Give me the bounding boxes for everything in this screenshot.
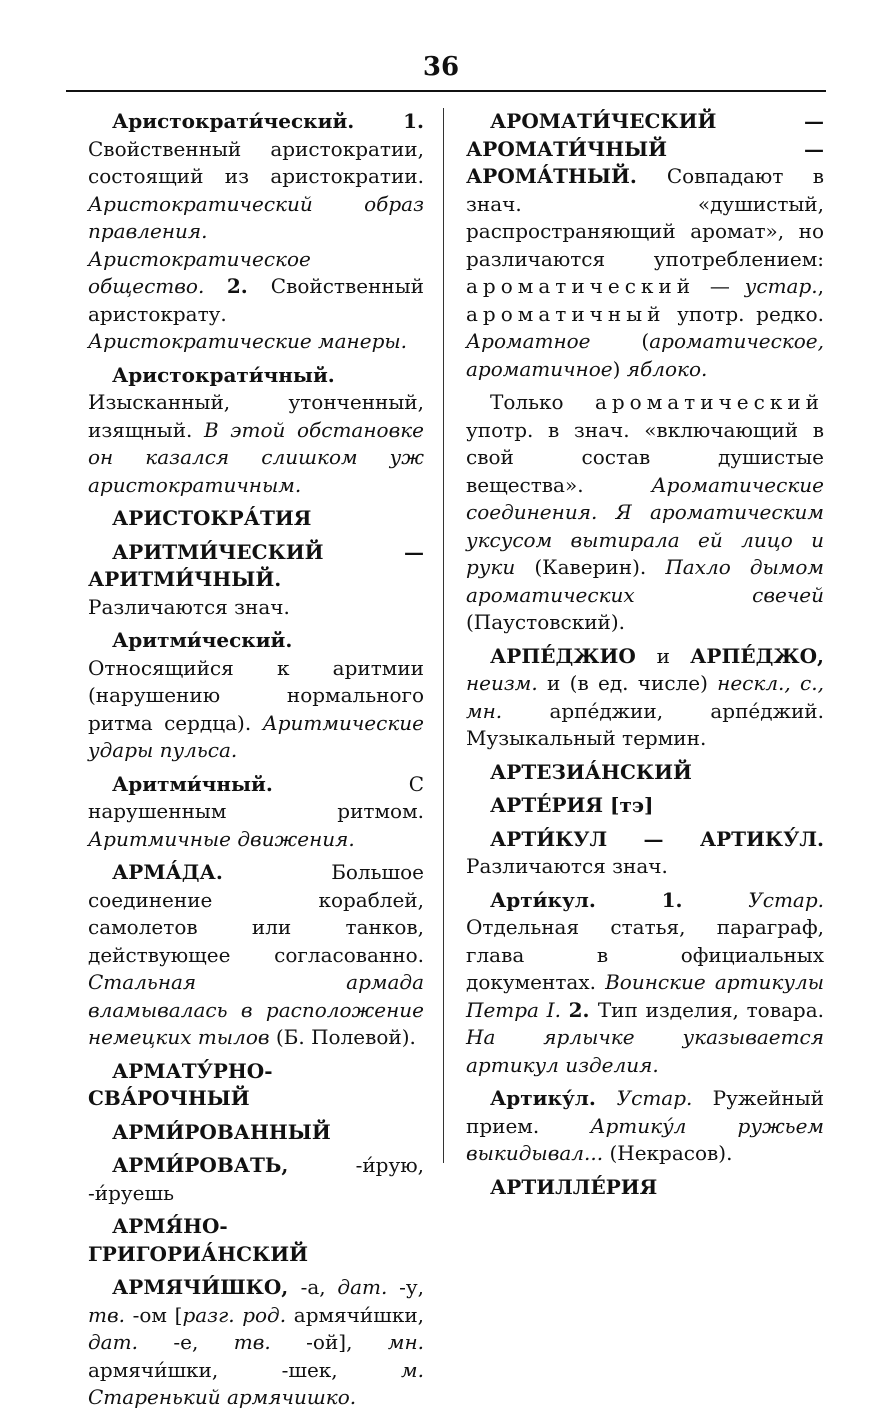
italic-text: тв. (88, 1302, 133, 1327)
italic-text: Стальная армада вламывалась в расположение немецких тылов (88, 970, 424, 1049)
definition-text: арпе́джии, арпе́джий. Музыкальный термин. (466, 698, 824, 750)
definition-text: — (695, 274, 745, 298)
definition-text: (Некрасов). (609, 1141, 733, 1165)
headword: 2. (568, 997, 598, 1022)
headword: Аритми́ческий. (112, 628, 293, 652)
dictionary-entry (88, 505, 424, 533)
headword: АРМАТУ́РНО-СВА́РОЧНЫЙ (88, 1058, 273, 1110)
headword: АРИТМИ́ЧЕСКИЙ — АРИТМИ́ЧНЫЙ. (88, 539, 424, 591)
left-column (88, 108, 424, 1418)
headword: АРОМАТИ́ЧЕСКИЙ — АРОМАТИ́ЧНЫЙ — АРОМА́ТНЫЙ. (466, 109, 824, 188)
italic-text: Аритмичные движения. (88, 826, 355, 851)
definition-text: ( (641, 329, 650, 353)
dictionary-entry (88, 627, 424, 765)
header-rule (66, 90, 826, 92)
dictionary-entry (466, 1085, 824, 1168)
italic-text: В этой обстановке он казался слишком уж аристократичным. (88, 417, 424, 497)
dictionary-entry (88, 1058, 424, 1113)
italic-text: ароматическое, ароматичное (466, 329, 824, 381)
italic-text: разг. род. (182, 1302, 294, 1327)
italic-text: яблоко. (626, 356, 708, 381)
spaced-text: ароматический (594, 390, 824, 414)
headword: АРТИЛЛЕ́РИЯ (490, 1174, 658, 1199)
definition-text: ) (612, 356, 627, 381)
definition-text: Совпадают в знач. «душистый, распространяющий аромат», но различаются употреблением: (466, 164, 824, 271)
italic-text: м. Старенький армячишко. (88, 1357, 424, 1409)
dictionary-entry (88, 539, 424, 622)
italic-text: неизм. (466, 671, 548, 695)
definition-text: Отдельная статья, параграф, глава в официальных документах. (466, 915, 824, 994)
headword: АРТЕЗИА́НСКИЙ (490, 759, 692, 784)
definition-text: и (656, 643, 691, 668)
italic-text: На ярлычке указывается артикул изделия. (466, 1025, 824, 1077)
definition-text: употр. в знач. «включающий в свой состав душистые вещества». (466, 417, 824, 497)
headword: Артику́л. (490, 1086, 617, 1110)
definition-text: Различаются знач. (88, 594, 290, 619)
headword: АРМИ́РОВАННЫЙ (112, 1119, 331, 1144)
definition-text: Относящийся к аритмии (нарушению нормального ритма сердца). (88, 655, 424, 735)
dictionary-entry (466, 759, 824, 787)
italic-text: дат. (337, 1275, 400, 1299)
definition-text: -е, (173, 1330, 234, 1354)
definition-text: -ом [ (132, 1302, 183, 1327)
definition-text: Большое соединение кораблей, самолетов или танков, действующее согласованно. (88, 860, 424, 967)
headword: АРМИ́РОВАТЬ, (112, 1153, 356, 1177)
definition-text: -а, (300, 1275, 338, 1299)
definition-text: (Каверин). (534, 555, 666, 579)
dictionary-entry (88, 859, 424, 1052)
headword: АРТИ́КУЛ — АРТИКУ́Л. (490, 826, 824, 851)
definition-text: , (817, 274, 824, 298)
headword: АРМЯ́НО-ГРИГОРИА́НСКИЙ (88, 1214, 308, 1266)
italic-text: Ароматное (466, 329, 642, 353)
italic-text: нескл., с., мн. (466, 671, 824, 723)
dictionary-entry (466, 108, 824, 383)
page-number: 36 (422, 52, 460, 82)
dictionary-entry (466, 643, 824, 753)
dictionary-entry (466, 792, 824, 820)
spaced-text: ароматический (466, 274, 696, 298)
right-column (466, 108, 824, 1207)
dictionary-entry (88, 771, 424, 854)
headword: АРПЕ́ДЖО, (690, 643, 825, 668)
headword: АРМЯЧИ́ШКО, (112, 1275, 301, 1299)
italic-text: тв. (233, 1330, 307, 1354)
dictionary-entry (88, 1213, 424, 1268)
dictionary-entry (466, 389, 824, 637)
definition-text: Свойственный аристократии, состоящий из аристократии. (88, 136, 424, 188)
definition-text: -у, (399, 1275, 425, 1299)
italic-text: мн. (387, 1330, 425, 1354)
definition-text: Тип изделия, товара. (597, 997, 824, 1022)
definition-text: и (в ед. числе) (547, 671, 718, 695)
italic-text: Артику́л ружьем выкидывал... (466, 1113, 824, 1165)
italic-text: Воинские артикулы Петра I. (466, 970, 825, 1022)
italic-text: дат. (88, 1330, 174, 1354)
italic-text: устар. (744, 274, 818, 298)
definition-text: (Паустовский). (466, 610, 626, 634)
headword: Аритми́чный. (112, 771, 409, 796)
headword: АРПЕ́ДЖИО (490, 643, 657, 668)
definition-text: Только (490, 390, 595, 414)
definition-text: Свойственный аристократу. (88, 274, 424, 326)
definition-text: армячи́шки, (293, 1302, 424, 1327)
definition-text: Различаются знач. (466, 854, 668, 878)
definition-text: -и́рую, -и́руешь (88, 1153, 424, 1205)
dictionary-entry (88, 108, 424, 356)
column-divider (443, 108, 444, 1163)
italic-text: Устар. (616, 1086, 713, 1110)
dictionary-entry (88, 362, 424, 500)
italic-text: Устар. (748, 887, 824, 912)
definition-text: (Б. Полевой). (275, 1025, 416, 1049)
definition-text: армячи́шки, -шек, (88, 1357, 402, 1382)
dictionary-entry (88, 1274, 424, 1412)
italic-text: Ароматические соединения. Я ароматическим уксусом вытирала ей лицо и руки (466, 472, 824, 579)
headword: АРМА́ДА. (112, 860, 332, 884)
definition-text: Ружейный прием. (466, 1086, 824, 1138)
italic-text: Аристократический образ правления. Аристократическое общество. (88, 191, 424, 298)
dictionary-entry (466, 1174, 824, 1202)
definition-text: -ой], (306, 1330, 388, 1354)
headword: Арти́кул. 1. (490, 887, 749, 912)
italic-text: Аристократические манеры. (88, 329, 408, 353)
spaced-text: ароматичный (466, 301, 666, 326)
headword: Аристократи́ческий. 1. (112, 109, 424, 133)
dictionary-entry (466, 887, 824, 1080)
italic-text: Пахло дымом ароматических свечей (466, 555, 824, 607)
headword: 2. (226, 274, 271, 298)
italic-text: Аритмические удары пульса. (88, 710, 424, 762)
dictionary-entry (88, 1152, 424, 1207)
dictionary-entry (466, 826, 824, 881)
definition-text: употр. редко. (665, 301, 824, 326)
headword: АРИСТОКРА́ТИЯ (112, 506, 312, 530)
headword: АРТЕ́РИЯ [тэ] (490, 793, 654, 817)
definition-text: Изысканный, утонченный, изящный. (88, 390, 424, 442)
dictionary-entry (88, 1119, 424, 1147)
headword: Аристократи́чный. (112, 362, 335, 387)
definition-text: С нарушенным ритмом. (88, 771, 424, 823)
